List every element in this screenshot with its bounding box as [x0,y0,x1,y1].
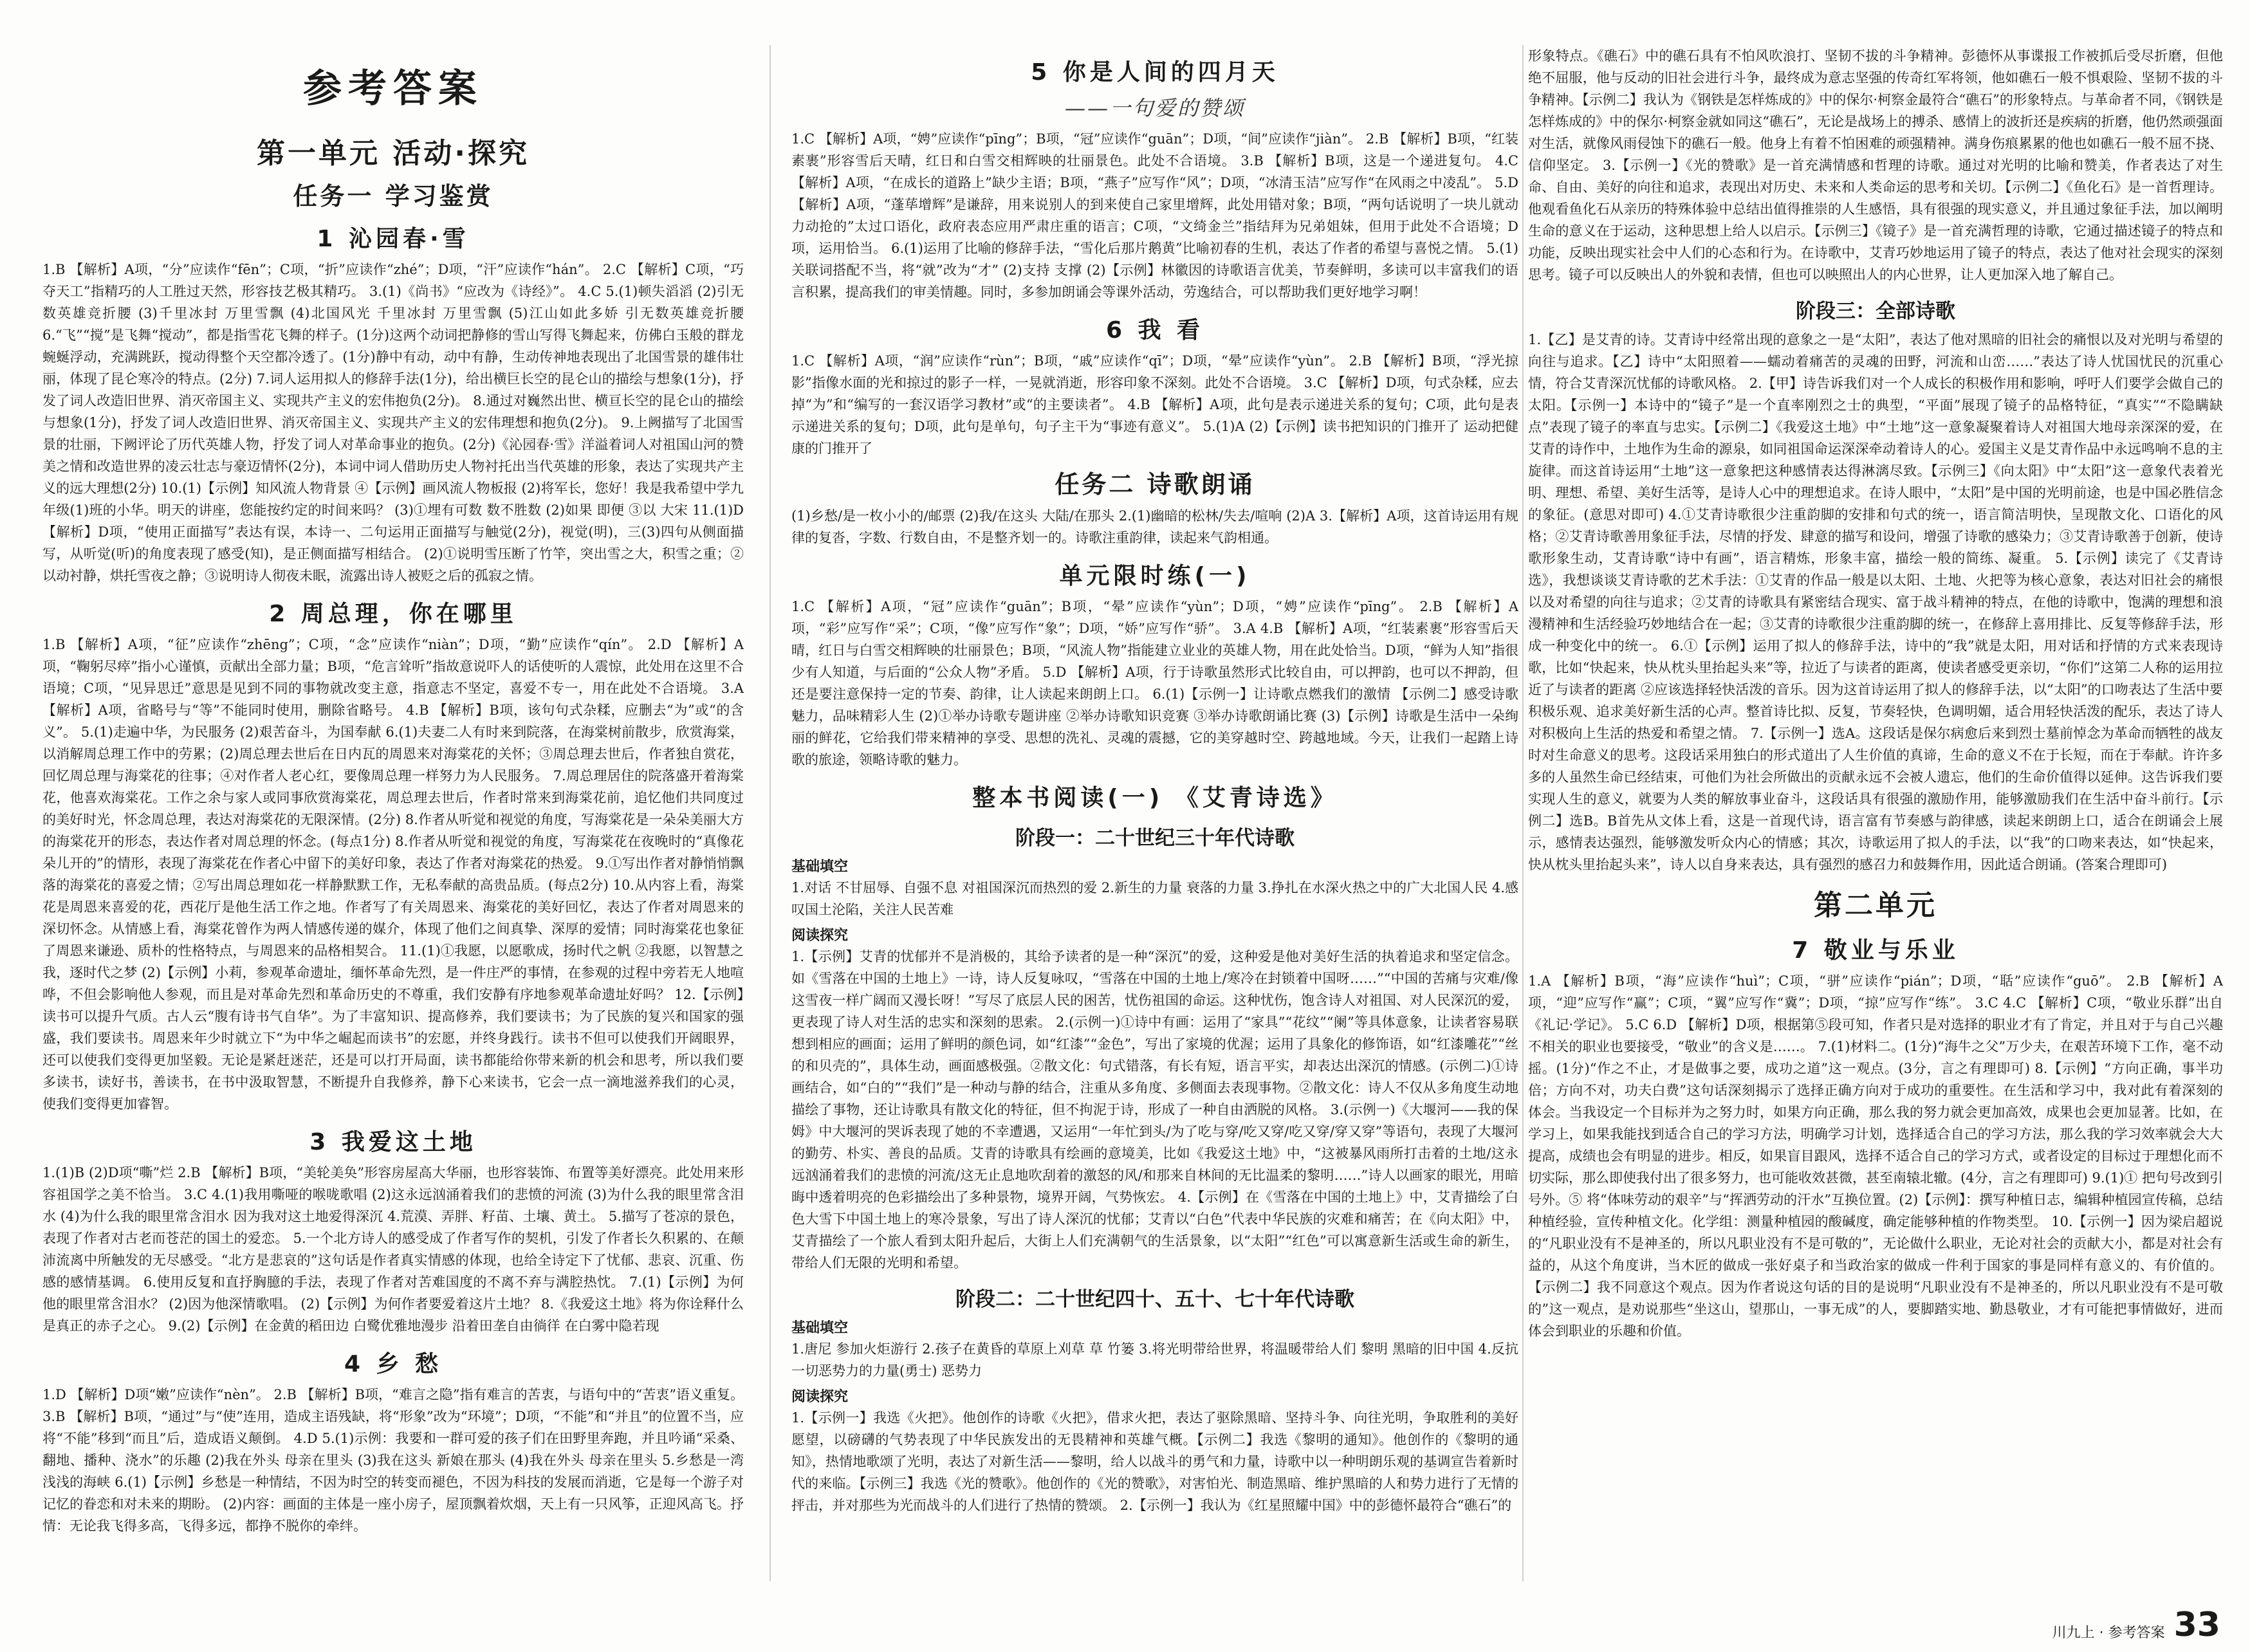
answer-paragraph: 1.D 【解析】D项“嫩”应读作“nèn”。 2.B 【解析】B项，“难言之隐”指有难言的苦衷，与语句中的“苦衷”语义重复。 3.B 【解析】B项，“通过”与“使”连用，造成主语残缺，将“形象”改为“环境”；D项，“不能”和“并且”的位置不当，应将“不能”移到“而且”后，造成语义颠倒。 4.D 5.(1)示例：我要和一群可爱的孩子们在田野里奔跑，并且吟诵“采桑、翻地、播种、浇水”的乐趣 (2)我在外头 母亲在里头 (3)我在这头 新娘在那头 (4)我在外头 母亲在里头 5.乡愁是一湾浅浅的海峡 6.(1)【示例】乡愁是一种情结，不因为时空的转变而褪色，不因为科技的发展而消逝，它是每一个游子对记忆的眷恋和对未来的期盼。 (2)内容：画面的主体是一座小房子，屋顶飘着炊烟，天上有一只风筝，正迎风高飞。抒情：无论我飞得多高，飞得多远，都挣不脱你的牵绊。 [42,1387,744,1534]
answer-paragraph: 1.C 【解析】A项，“冠”应读作“guān”；B项，“晕”应读作“yùn”；D项，“娉”应读作“pīng”。 2.B 【解析】A项，“彩”应写作“采”；C项，“像”应写作“象”；D项，“娇”应写作“骄”。 3.A 4.B 【解析】A项，“红装素裹”形容雪后天晴，红日与白雪交相辉映的壮丽景色；B项，“风流人物”指能建立业业的英雄人物，用在此处恰当。D项，“鲜为人知”指很少有人知道，与后面的“公众人物”矛盾。 5.D 【解析】A项，行于诗歌虽然形式比较自由，可以押韵，也可以不押韵，但还是要注意保持一定的节奏、韵律，让人读起来朗朗上口。 6.(1)【示例一】让诗歌点燃我们的激情 【示例二】感受诗歌魅力，品味精彩人生 (2)①举办诗歌专题讲座 ②举办诗歌知识竞赛 ③举办诗歌朗诵比赛 (3)【示例】诗歌是生活中一朵绚丽的鲜花，它给我们带来精神的享受、思想的洗礼、灵魂的震撼，它的美穿越时空、跨越地域。今天，让我们一起踏上诗歌的旅途，领略诗歌的魅力。 [791,599,1518,767]
answer-paragraph: 1.【示例】艾青的忧郁并不是消极的，其给予读者的是一种“深沉”的爱，这种爱是他对美好生活的执着追求和坚定信念。如《雪落在中国的土地上》一诗，诗人反复咏叹，“雪落在中国的土地上/寒冷在封锁着中国呀……”“中国的苦痛与灾难/像这雪夜一样广阔而又漫长呀！”写尽了底层人民的困苦，忧伤祖国的命运。这种忧伤，饱含诗人对祖国、对人民深沉的爱，更表现了诗人对生活的忠实和深刻的思索。 2.(示例一)①诗中有画：运用了“家具”“花纹”“阑”等具体意象，让读者容易联想到相应的画面；运用了鲜明的颜色词，如“红漆”“金色”，写出了家境的优渥；运用了具象化的修饰语，如“红漆雕花”“丝的和贝壳的”，具体生动，画面感极强。②散文化：句式错落，有长有短，语言平实，却表达出深沉的情感。(示例二)①诗画结合，如“白的”“我们”是一种动与静的结合，注重从多角度、多侧面去表现事物。②散文化：诗人不仅从多角度生动地描绘了事物，还让诗歌具有散文化的特征，但不拘泥于诗，形成了一种自由洒脱的风格。 3.(示例一)《大堰河——我的保姆》中大堰河的哭诉表现了她的不幸遭遇，又运用“一年忙到头/为了吃与穿/吃又穿/吃又穿/穿又穿”等语句，表现了大堰河的勤劳、朴实、善良的品质。艾青的诗歌具有绘画的意境美，比如《我爱这土地》中，“这被暴风雨所打击着的土地/这永远汹涌着我们的悲愤的河流/这无止息地吹刮着的激怒的风/和那来自林间的无比温柔的黎明……”诗人以画家的眼光，用暗晦中透着明亮的色彩描绘出了多种景物，境界开阔，气势恢宏。 4.【示例】在《雪落在中国的土地上》中，艾青描绘了白色大雪下中国土地上的寒冷景象，写出了诗人深沉的忧郁；艾青以“白色”代表中华民族的灾难和痛苦；在《向太阳》中，艾青描绘了一个旅人看到太阳升起后，大街上人们充满朝气的生活景象，以“太阳”“红色”可以寓意新生活或生命的新生，带给人们无限的光明和希望。 [791,949,1518,1271]
stage-title: 阶段一：二十世纪三十年代诗歌 [1015,827,1295,850]
answer-paragraph: 1.(1)B (2)D项“嘶”烂 2.B 【解析】B项，“美轮美奂”形容房屋高大华丽，也形容装饰、布置等美好漂亮。此处用来形容祖国学之美不恰当。 3.C 4.(1)我用嘶哑的喉咙歌唱 (2)这永远汹涌着我们的悲愤的河流 (3)为什么我的眼里常含泪水 (4)为什么我的眼里常含泪水 因为我对这土地爱得深沉 4.荒漠、弄胖、籽苗、土壤、黄土。 5.描写了苍凉的景色，表现了作者对古老而苍茫的国土的爱恋。 5.一个北方诗人的感受成了作者写作的契机，引发了作者长久积累的、在颠沛流离中所触发的无尽感受。“北方是悲哀的”这句话是作者真实情感的体现，也给全诗定下了忧郁、悲哀、沉重、伤感的感情基调。 6.使用反复和直抒胸臆的手法，表现了作者对苦难国度的不离不弃与满腔热忱。 7.(1)【示例】为何他的眼里常含泪水？ (2)因为他深情歌唱。 (2)【示例】为何作者要爱着这片土地？ 8.《我爱这土地》将为你诠释什么是真正的赤子之心。 9.(2)【示例】在金黄的稻田边 白鹭优雅地漫步 沿着田垄自由徜徉 在白雾中隐若现 [42,1165,744,1334]
answer-paragraph: 1.【示例一】我选《火把》。他创作的诗歌《火把》，借求火把，表达了驱除黑暗、坚持斗争、向往光明，争取胜利的美好愿望，以磅礴的气势表现了中华民族发出的无畏精神和英雄气概。【示例二】我选《黎明的通知》。他创作的《黎明的通知》，热情地歌颂了光明，表达了对新生活——黎明，给人以战斗的勇气和力量，诗歌中以一种明朗乐观的基调宣告着新时代的来临。【示例三】我选《光的赞歌》。他创作的《光的赞歌》，对害怕光、制造黑暗、维护黑暗的人和势力进行了无情的抨击，并对那些为光而战斗的人们进行了热情的赞颂。 2.【示例一】我认为《红星照耀中国》中的彭德怀最符合“礁石”的 [791,1410,1518,1513]
lesson-title: 1 沁园春·雪 [317,226,470,252]
column-divider [1522,45,1524,1581]
column-3 [1528,45,2223,1607]
stage-title: 阶段二：二十世纪四十、五十、七十年代诗歌 [955,1288,1354,1311]
task-title: 任务一 学习鉴赏 [293,182,493,210]
stage-title: 阶段三：全部诗歌 [1796,300,1955,323]
answer-paragraph: 1.B 【解析】A项，“征”应读作“zhēng”；C项，“念”应读作“niàn”；D项，“勤”应读作“qín”。 2.D 【解析】A项，“鞠躬尽瘁”指小心谨慎，贡献出全部力量；B项，“危言耸听”指故意说吓人的话使听的人震惊，此处用在这里不合语境；C项，“见异思迁”意思是见到不同的事物就改变主意，指意志不坚定，喜爱不专一，用在此处不合语境。 3.A 【解析】A项，省略号与“等”不能同时使用，删除省略号。 4.B 【解析】B项，该句句式杂糅，应删去“为”或“的含义”。 5.(1)走遍中华，为民服务 (2)艰苦奋斗，为国奉献 6.(1)夫妻二人有时来到院落，在海棠树前散步，欣赏海棠，以消解周总理工作中的劳累；(2)周总理去世后在日内瓦的周恩来对海棠花的关怀；③周总理去世后，作者独自赏花，回忆周总理与海棠花的往事；④对作者人老心红，要像周总理一样努力为人民服务。 7.周总理居住的院落盛开着海棠花，他喜欢海棠花。工作之余与家人或同事欣赏海棠花，周总理去世后，作者时常来到海棠花前，追忆他们共同度过的美好时光，怀念周总理，表达对海棠花的无限深情。(2分) 8.作者从听觉和视觉的角度，写海棠花是一朵朵美丽大方的海棠花开的形态，表达作者对周总理的怀念。(每点1分) 8.作者从听觉和视觉的角度，写海棠花在夜晚时的“真像花朵儿开的”的情形，表现了海棠花在作者心中留下的美好印象，表达了作者对海棠花的热爱。 9.①写出作者对静悄悄飘落的海棠花的喜爱之情；②写出周总理如花一样静默默工作，无私奉献的高贵品质。(每点2分) 10.从内容上看，海棠花是周恩来喜爱的花，西花厅是他生活工作之地。作者写了有关周恩来、海棠花的美好回忆，表达了作者对周恩来的深切怀念。从情感上看，海棠花曾作为两人情感传递的媒介，体现了他们之间真挚、深厚的爱情；同时海棠花也象征了周恩来谦逊、质朴的性格特点，与周恩来的品格相契合。 11.(1)①我愿，以愿歌成，扬时代之帆 ②我愿，以智慧之我，逐时代之梦 (2)【示例】小莉，参观革命遗址，缅怀革命先烈，是一件庄严的事情，在参观的过程中旁若无人地喧哗，不但会影响他人参观，而且是对革命先烈和革命历史的不尊重，我们安静有序地参观革命遗址好吗？ 12.【示例】读书可以提升气质。古人云“腹有诗书气自华”。为了丰富知识、提高修养，我们要读书；为了民族的复兴和国家的强盛，我们要读书。周恩来年少时就立下“为中华之崛起而读书”的宏愿，并终身践行。读书不但可以使我们开阔眼界，还可以使我们变得更加坚毅。无论是紧赶迷茫，还是可以打开局面，读书都能给你带来新的机会和思考，所以我们要多读书，读好书，善读书，在书中汲取智慧，不断提升自我修养，静下心来读书，它会一点一滴地滋养我们的心灵，使我们变得更加睿智。 [42,637,744,1112]
unit-title: 第二单元 [1814,889,1937,922]
section-label: 阅读探究 [791,1389,849,1405]
section-label: 阅读探究 [791,928,849,944]
answer-paragraph: 形象特点。《礁石》中的礁石具有不怕风吹浪打、坚韧不拔的斗争精神。彭德怀从事谍报工作被抓后受尽折磨，但他绝不屈服，他与反动的旧社会进行斗争，最终成为意志坚强的传奇红军将领，他如礁石一般不惧艰险、坚韧不拔的斗争精神。【示例二】我认为《钢铁是怎样炼成的》中的保尔·柯察金最符合“礁石”的形象特点。与革命者不同，《钢铁是怎样炼成的》中的保尔·柯察金就如同这“礁石”，无论是战场上的搏杀、感情上的波折还是疾病的折磨，他仍然顽强面对生活，就像风雨侵蚀下的礁石一般。他身上有着不怕困难的顽强精神。满身伤痕累累的他也如礁石一般不屈不挠、信仰坚定。 3.【示例一】《光的赞歌》是一首充满情感和哲理的诗歌。通过对光明的比喻和赞美，作者表达了对生命、自由、美好的向往和追求，表现出对历史、未来和人类命运的思考和关切。【示例二】《鱼化石》是一首哲理诗。他观看鱼化石从亲历的特殊体验中总结出值得推崇的人生感悟，具有很强的现实意义，并且通过象征手法，加以阐明生命的意义在于运动，这种思想上给人以启示。【示例三】《镜子》是一首充满哲理的诗歌，它通过描述镜子的特点和功能，反映出现实社会中人们的心态和行为。在诗歌中，艾青巧妙地运用了镜子的特点，表达了他对社会现实的深刻思考。镜子可以反映出人的外貌和表情，但也可以映照出人的内心世界，让人更加深入地了解自己。 [1528,48,2223,282]
lesson-title: 5 你是人间的四月天 [1031,59,1279,86]
lesson-subtitle: ——一句爱的赞颂 [1064,96,1245,120]
lesson-title: 6 我 看 [1105,317,1204,344]
answer-paragraph: 1.唐尼 参加火炬游行 2.孩子在黄昏的草原上刈草 草 竹篓 3.将光明带给世界，将温暖带给人们 黎明 黑暗的旧中国 4.反抗一切恶势力的力量(勇士) 恶势力 [791,1341,1518,1379]
answer-paragraph: 1.【乙】是艾青的诗。艾青诗中经常出现的意象之一是“太阳”，表达了他对黑暗的旧社会的痛恨以及对光明与希望的向往与追求。【乙】诗中“太阳照着——蠕动着痛苦的灵魂的田野，河流和山峦……”表达了诗人忧国忧民的沉重心情，符合艾青深沉忧郁的诗歌风格。 2.【甲】诗告诉我们对一个人成长的积极作用和影响，呼吁人们要学会做自己的太阳。【示例一】本诗中的“镜子”是一个直率刚烈之士的典型，“平面”展现了镜子的品格特征，“真实”“不隐瞒缺点”表现了镜子的率直与忠实。【示例二】《我爱这土地》中“土地”这一意象凝聚着诗人对祖国大地母亲深深的爱，在艾青的诗作中，土地作为生命的源泉，如同祖国命运深深牵动着诗人的心。爱国主义是艾青作品中永远鸣响不息的主旋律。而这首诗运用“土地”这一意象把这种感情表达得淋漓尽致。【示例三】《向太阳》中“太阳”这一意象代表着光明、理想、希望、美好生活等，是诗人心中的理想追求。在诗人眼中，“太阳”是中国的光明前途，也是中国必胜信念的象征。(意思对即可) 4.①艾青诗歌很少注重韵脚的安排和句式的统一，语言简洁明快，呈现散文化、口语化的风格；②艾青诗歌善用象征手法，尽情的抒发、肆意的描写和设问，增强了诗歌的感染力；③艾青诗歌善于创新，使诗歌形象生动，艾青诗歌“诗中有画”，语言精炼，形象丰富，描绘一般的简练、凝重。 5.【示例】读完了《艾青诗选》，我想谈谈艾青诗歌的艺术手法：①艾青的作品一般是以太阳、土地、火把等为核心意象，表达对旧社会的痛恨以及对希望的向往与追求；②艾青的诗歌具有紧密结合现实、富于战斗精神的特点，在他的诗歌中，饱满的理想和浪漫精神和生活经验巧妙地结合在一起；③艾青的诗歌很少注重韵脚的统一，在修辞上喜用排比、反复等修辞手法，形成一种变化中的统一。 6.①【示例】运用了拟人的修辞手法，诗中的“我”就是太阳，用对话和抒情的方式来表现诗歌，比如“快起来，快从枕头里抬起头来”等，拉近了与读者的距离，使读者感受更亲切，“你们”这第二人称的运用拉近了与读者的距离 ②应该选择轻快活泼的音乐。因为这首诗运用了拟人的修辞手法，以“太阳”的口吻表达了生活中要积极乐观、追求美好新生活的心声。整首诗比拟、反复，节奏轻快，色调明媚，适合用轻快活泼的配乐，表达了诗人对积极向上生活的热爱和希望之情。 7.【示例一】选A。这段话是保尔病愈后来到烈士墓前悼念为革命而牺牲的战友时对生命意义的思考。这段话采用独白的形式道出了人生价值的真谛，生命的意义不在于长短，而在于奉献。许许多多的人虽然生命已经结束，可他们为社会所做出的贡献永远不会被人遗忘，他们的生命价值得以延伸。这告诉我们要实现人生的意义，就要为人类的解放事业奋斗，这段话具有很强的激励作用，能够激励我们在生活中奋斗前行。【示例二】选B。B首先从文体上看，这是一首现代诗，语言富有节奏感与韵律感，读起来朗朗上口，适合在朗诵会上展示，感情表达强烈，能够激发听众内心的情感；其次，诗歌运用了拟人的手法，以“我”的口吻来表达，如“快起来，快从枕头里抬起头来”，诗人以自身来表达，具有强烈的感召力和鼓舞作用，因此适合朗诵。(答案合理即可) [1528,332,2223,872]
lesson-title: 3 我爱这土地 [309,1129,477,1155]
unit-test-title: 单元限时练(一) [1059,563,1251,589]
column-divider [770,45,771,1581]
answer-paragraph: 1.A 【解析】B项，“海”应读作“huì”；C项，“骈”应读作“pián”；D项，“聒”应读作“guō”。 2.B 【解析】A项，“迎”应写作“赢”；C项，“翼”应写作“冀”；D项，“掠”应写作“练”。 3.C 4.C 【解析】C项，“敬业乐群”出自《礼记·学记》。 5.C 6.D 【解析】D项，根据第⑤段可知，作者只是对选择的职业才有了肯定，并且对于与自己兴趣不相关的职业也要接受，“敬业”的含义是……。 7.(1)材料二。(1分)“海牛之父”万少夫，在艰苦环境下工作，毫不动摇。(1分)“作之不止，才是做事之要，成功之道”这一观点。(3分，言之有理即可) 8.【示例】“方向正确，事半功倍；方向不对，功夫白费”这句话深刻揭示了选择正确方向对于成功的重要性。在生活和学习中，我对此有着深刻的体会。当我设定一个目标并为之努力时，如果方向正确，那么我的努力就会更加高效，成果也会更加显著。比如，在学习上，如果我能找到适合自己的学习方法，明确学习计划，选择适合自己的学习方法，那么我的学习效率就会大大提高，成绩也会有明显的进步。相反，如果盲目跟风，选择不适合自己的学习方式，或者设定的目标过于理想化而不切实际，那么即使我付出了很多努力，也可能收效甚微，甚至南辕北辙。(4分，言之有理即可) 9.(1)① 把句号改到引号外。⑤ 将“体味劳动的艰辛”与“挥洒劳动的汗水”互换位置。(2)【示例】：撰写种植日志，编辑种植园宣传稿，总结种植经验，宣传种植文化。化学组：测量种植园的酸碱度，确定能够种植的作物类型。 10.【示例一】因为梁启超说的“凡职业没有不是神圣的，所以凡职业没有不是可敬的”，无论做什么职业，无论对社会的贡献大小，都是对社会有益的，从这个角度讲，当木匠的做成一张好桌子和当政治家的做成一件利于国家的事是同样有意义的、有价值的。【示例二】我不同意这个观点。因为作者说这句话的目的是说明“凡职业没有不是神圣的，所以凡职业没有不是可敬的”这一观点，是劝说那些“坐这山，望那山，一事无成”的人，要脚踏实地、勤恳敬业，才有可能把事情做好，进而体会到职业的乐趣和价值。 [1528,973,2223,1339]
section-label: 基础填空 [791,859,849,875]
page-number: 33 [2173,1606,2220,1644]
answer-paragraph: (1)乡愁/是一枚小小的/邮票 (2)我/在这头 大陆/在那头 2.(1)幽暗的松林/失去/喧响 (2)A 3.【解析】A项，这首诗运用有规律的复沓，字数、行数自由，不是整齐划一的。诗歌注重韵律，读起来气韵相通。 [791,508,1518,546]
answer-paragraph: 1.对话 不甘屈辱、自强不息 对祖国深沉而热烈的爱 2.新生的力量 衰落的力量 3.挣扎在水深火热之中的广大北国人民 4.感叹国土沦陷，关注人民苦难 [791,880,1518,917]
answer-paragraph: 1.C 【解析】A项，“润”应读作“rùn”；B项，“戚”应读作“qī”；D项，“晕”应读作“yùn”。 2.B 【解析】B项，“浮光掠影”指像水面的光和掠过的影子一样，一晃就消逝，形容印象不深刻。此处不合语境。 3.C 【解析】D项，句式杂糅，应去掉“为”和“编写的一套汉语学习教材”或“的主要读者”。 4.B 【解析】A项，此句是表示递进关系的复句；C项，此句是表示递进关系的复句；D项，此句是单句，句子主干为“事迹有意义”。 5.(1)A (2)【示例】读书把知识的门推开了 运动把健康的门推开了 [791,353,1518,456]
book-reading-title: 整本书阅读(一) 《艾青诗选》 [972,785,1338,811]
main-title: 参考答案 [303,66,483,111]
lesson-title: 7 敬业与乐业 [1792,937,1959,964]
unit-title: 第一单元 活动·探究 [256,137,530,170]
column-1 [42,45,744,1607]
page-footer [2052,1608,2220,1642]
footer-label: 川九上 · 参考答案 [2052,1625,2165,1641]
task-title: 任务二 诗歌朗诵 [1055,470,1255,499]
answer-paragraph: 1.C 【解析】A项，“娉”应读作“pīng”；B项，“冠”应读作“guān”；D项，“间”应读作“jiàn”。 2.B 【解析】B项，“红装素裹”形容雪后天晴，红日和白雪交相辉映的壮丽景色。此处不合语境。 3.B 【解析】B项，这是一个递进复句。 4.C 【解析】A项，“在成长的道路上”缺少主语；B项，“燕子”应写作“风”；D项，“冰清玉洁”应写作“在风雨之中凌乱”。 5.D 【解析】A项，“蓬荜增辉”是谦辞，用来说别人的到来使自己家里增辉，此处用错对象；B项，“两句话说明了一块儿就动力动抢的”太过口语化，政府表态应用严肃庄重的语言；C项，“文绮金兰”指结拜为兄弟姐妹，但用于此处不合语境；D项，运用恰当。 6.(1)运用了比喻的修辞手法，“雪化后那片鹅黄”比喻初春的生机，表达了作者的希望与喜悦之情。 5.(1)关联词搭配不当，将“就”改为“才” (2)支持 支撑 (2)【示例】林徽因的诗歌语言优美，节奏鲜明，多读可以丰富我们的语言积累，提高我们的审美情趣。同时，多参加朗诵会等课外活动，劳逸结合，可以帮助我们更好地学习啊！ [791,131,1518,300]
section-label: 基础填空 [791,1320,849,1336]
column-2 [791,45,1518,1607]
lesson-title: 4 乡 愁 [344,1351,443,1377]
lesson-title: 2 周总理，你在哪里 [269,601,517,627]
answer-paragraph: 1.B 【解析】A项，“分”应读作“fēn”；C项，“折”应读作“zhé”；D项，“汗”应读作“hán”。 2.C 【解析】C项，“巧夺天工”指精巧的人工胜过天然，形容技艺极其精巧。 3.(1)《尚书》“应改为《诗经》”。 4.C 5.(1)顿失滔滔 (2)引无数英雄竞折腰 (3)千里冰封 万里雪飘 (4)北国风光 千里冰封 万里雪飘 (5)江山如此多娇 引无数英雄竞折腰 6.“飞”“搅”是飞舞“搅动”，都是指雪花飞舞的样子。(1分)这两个动词把静修的雪山写得飞舞起来，仿佛白玉般的群龙蜿蜒浮动，充满跳跃，搅动得整个天空都冷透了。(1分)静中有动，动中有静，生动传神地表现出了北国雪景的雄伟壮丽，体现了昆仑寒冷的特点。(2分) 7.词人运用拟人的修辞手法(1分)，给出横巨长空的昆仑山的描绘与想象(1分)，抒发了词人改造旧世界、消灭帝国主义、实现共产主义的宏伟抱负(2分)。 8.通过对巍然出世、横亘长空的昆仑山的描绘与想象(1分)，抒发了词人改造旧世界、消灭帝国主义、实现共产主义的宏伟理想和抱负(2分)。 9.上阙描写了北国雪景的壮丽，下阙评论了历代英雄人物，抒发了词人对革命事业的抱负。(2分)《沁园春·雪》洋溢着词人对祖国山河的赞美之情和改造世界的凌云壮志与豪迈情怀(2分)，本词中词人借助历史人物衬托出当代英雄的形象，表达了实现共产主义的远大理想(2分) 10.(1)【示例】知风流人物背景 ④【示例】画风流人物板报 (2)将军长，您好！我是我希望中学九年级(1)班的小华。明天的讲座，您能按约定的时间来吗？ (3)①埋有可数 数不胜数 (2)如果 即便 ③以 大宋 11.(1)D 【解析】D项，“使用正面描写”表达有误，本诗一、二句运用正面描写与触觉(2分)，视觉(明)，三(3)四句从侧面描写，从听觉(听)的角度表现了感受(知)，是正侧面描写相结合。 (2)①说明雪压断了竹竿，突出雪之大，积雪之重；②以动衬静，烘托雪夜之静；③说明诗人彻夜未眠，流露出诗人被贬之后的孤寂之情。 [42,262,744,583]
